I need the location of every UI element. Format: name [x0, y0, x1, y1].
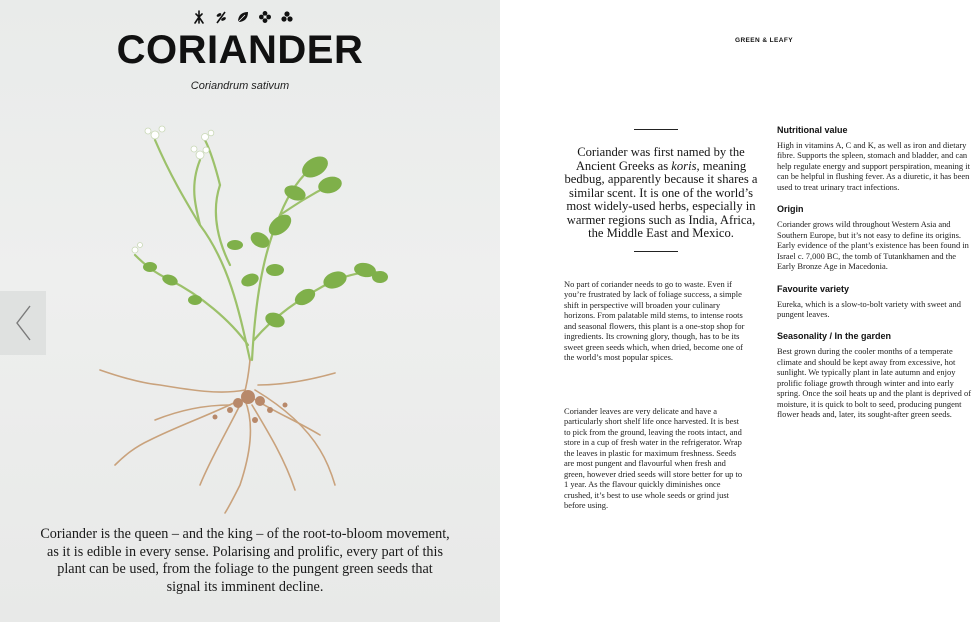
pull-quote-text-start: Coriander was first named by the Ancient Greeks as	[575, 145, 745, 173]
right-page	[500, 0, 980, 622]
pull-quote-text-end: meaning bedbug, apparently because it shares a similar scent. It is one of the world’s most widely-used herbs, especially in warmer regions such as India, Africa, the Middle East and Mexico.	[564, 158, 758, 240]
info-sidebar	[777, 125, 973, 432]
latin-name: Coriandrum sativum	[190, 80, 290, 92]
nutrition-text: High in vitamins A, C and K, as well as iron and dietary fibre. Supports the spleen, stomach and bladder, and can help regulate energy and support perspiration, meaning it can be helpful in flushing fever. As a diuretic, it has been used to treat urinary tract infections.	[777, 140, 970, 192]
stem-icon	[214, 10, 228, 24]
pull-quote	[560, 146, 762, 241]
seasonality-heading: Seasonality / In the garden	[777, 331, 892, 342]
plant-part-symbols	[192, 9, 294, 25]
seasonality-text: Best grown during the cooler months of a temperate climate and should be kept away from excessive, hot sunlight. We typically plant in late autumn and enjoy prolific foliage growth through winter and into early spring. Once the soil heats up and the plant is deprived of moisture, it is quick to bolt to seed, producing pungent flower heads and, later, its sought-after green seeds.	[777, 346, 972, 420]
pull-quote-emphasis: koris,	[671, 158, 700, 173]
pull-quote-bottom-rule	[634, 251, 678, 252]
section-label: GREEN & LEAFY	[735, 37, 793, 44]
prev-page-button[interactable]	[0, 291, 46, 355]
seeds-icon	[280, 10, 294, 24]
origin-text: Coriander grows wild throughout Western Asia and Southern Europe, but it’s not easy to define its origins. Early evidence of the plant’s existence has been found in Israel c. 7,000 BC, the tomb of Tutankhamen and the Early Bronze Age in Macedonia.	[777, 219, 969, 272]
coriander-plant-illustration	[80, 105, 400, 515]
nutrition-heading: Nutritional value	[777, 125, 848, 135]
leaf-icon	[236, 10, 250, 24]
origin-heading: Origin	[777, 204, 804, 215]
body-paragraph-waste: No part of coriander needs to go to waste. Even if you’re frustrated by lack of foliage success, a simple shift in perspective will broaden your culinary horizons. From palatable mild stems, to intense roots and seasonal flowers, this plant is a one-stop shop for ingredients. Its crowning glory, though, has to be its sweet green seeds which, when dried, become one of the world’s most popular spices.	[564, 279, 745, 363]
root-icon	[192, 10, 206, 24]
variety-heading: Favourite variety	[777, 283, 850, 294]
body-paragraph-storage: Coriander leaves are very delicate and have a particularly short shelf life once harvested. It is best to pick from the ground, leaving the roots intact, and store in a cup of fresh water in the refrigerator. Wrap the leaves in plastic for maximum freshness. Seeds are most pungent and flavourful when fresh and green, however dried seeds will store better for up to 1 year. As the flavour quickly diminishes once crushed, it’s best to use whole seeds or grind just before using.	[564, 406, 743, 511]
variety-text: Eureka, which is a slow-to-bolt variety with sweet and pungent leaves.	[777, 298, 961, 319]
prev-arrow-icon	[12, 303, 34, 343]
page-title: CORIANDER	[116, 28, 364, 72]
intro-quote: Coriander is the queen – and the king – of the root-to-bloom movement, as it is edible in every sense. Polarising and prolific, every part of this plant can be used, from the foliage to the pungent green seeds that signal its imminent decline.	[40, 526, 450, 595]
flower-icon	[258, 10, 272, 24]
pull-quote-top-rule	[634, 129, 678, 130]
